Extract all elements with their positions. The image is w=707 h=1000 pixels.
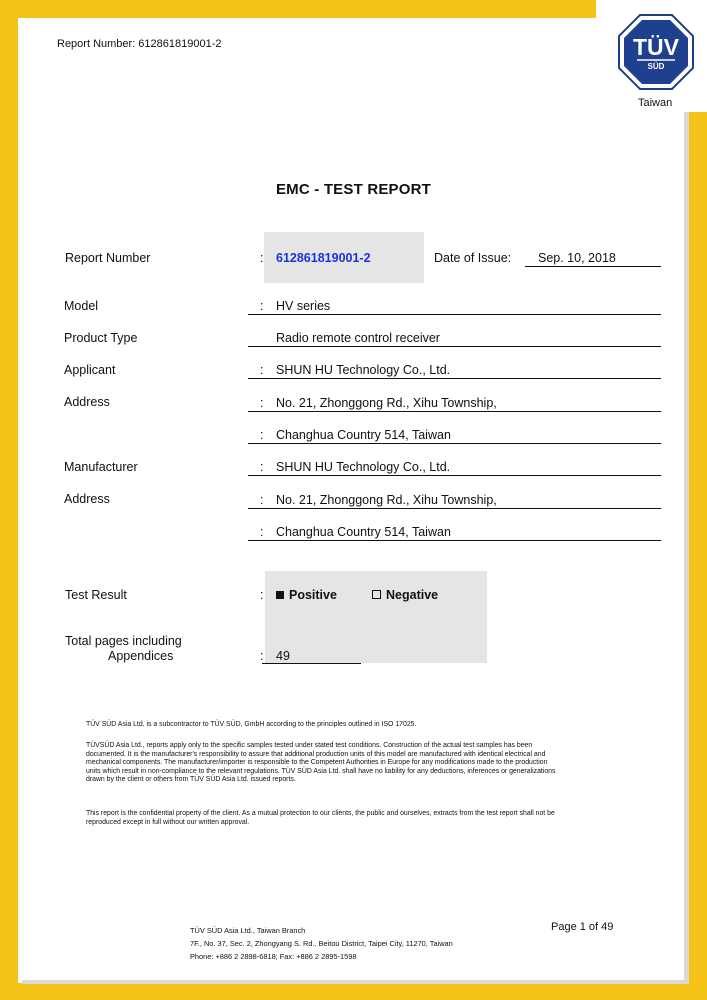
- applicant-address-label: Address: [64, 395, 110, 409]
- product-type-underline: [248, 346, 661, 347]
- unchecked-box-icon: [372, 590, 381, 599]
- applicant-address-underline-2: [248, 443, 661, 444]
- header-report-number: Report Number: 612861819001-2: [57, 38, 222, 50]
- logo-region-label: Taiwan: [638, 97, 673, 109]
- applicant-address-line2: Changhua Country 514, Taiwan: [276, 428, 451, 442]
- manufacturer-value: SHUN HU Technology Co., Ltd.: [276, 460, 451, 474]
- manufacturer-address-label: Address: [64, 492, 110, 506]
- colon: :: [260, 363, 264, 377]
- tuv-sud-logo-icon: [618, 14, 694, 92]
- product-type-value: Radio remote control receiver: [276, 331, 440, 345]
- colon: :: [260, 396, 264, 410]
- date-underline: [525, 266, 661, 267]
- date-of-issue-value: Sep. 10, 2018: [538, 251, 616, 265]
- disclaimer-confidential: This report is the confidential property of the client. As a mutual protection to our clients, the public and ourselves, extracts from the test report shall not be reproduced except in full without our written approval.: [86, 810, 555, 826]
- colon: :: [260, 588, 264, 602]
- total-pages-underline: [262, 663, 361, 664]
- manufacturer-underline: [248, 475, 661, 476]
- colon: :: [260, 299, 264, 313]
- manufacturer-address-underline-2: [248, 540, 661, 541]
- negative-checkbox[interactable]: [372, 588, 438, 602]
- product-type-label: Product Type: [64, 331, 138, 345]
- model-value: HV series: [276, 299, 331, 313]
- test-result-label: Test Result: [65, 588, 127, 602]
- report-number-label: Report Number: [65, 251, 151, 265]
- test-result-box: [265, 571, 487, 663]
- total-pages-label-line2: Appendices: [108, 649, 174, 663]
- svg-text:SÜD: SÜD: [647, 62, 665, 71]
- positive-checkbox[interactable]: [276, 588, 337, 602]
- colon: :: [260, 460, 264, 474]
- negative-label: Negative: [386, 588, 439, 602]
- applicant-label: Applicant: [64, 363, 116, 377]
- manufacturer-address-line2: Changhua Country 514, Taiwan: [276, 525, 451, 539]
- footer-address: 7F., No. 37, Sec. 2, Zhongyang S. Rd., Beitou District, Taipei City, 11270, Taiwan: [190, 939, 453, 948]
- total-pages-label-line1: Total pages including: [65, 634, 182, 648]
- svg-text:TÜV: TÜV: [633, 34, 679, 60]
- colon: :: [260, 428, 264, 442]
- applicant-address-underline-1: [248, 411, 661, 412]
- colon: :: [260, 493, 264, 507]
- footer-phone: Phone: +886 2 2898-6818; Fax: +886 2 2895-1598: [190, 952, 357, 961]
- report-number-value: 612861819001-2: [276, 251, 371, 265]
- model-label: Model: [64, 299, 99, 313]
- colon: :: [260, 525, 264, 539]
- colon: :: [260, 251, 264, 265]
- applicant-value: SHUN HU Technology Co., Ltd.: [276, 363, 451, 377]
- manufacturer-address-line1: No. 21, Zhonggong Rd., Xihu Township,: [276, 493, 497, 507]
- colon: :: [260, 649, 264, 663]
- model-underline: [248, 314, 661, 315]
- page-shadow-right: [684, 110, 689, 980]
- applicant-underline: [248, 378, 661, 379]
- page-number: Page 1 of 49: [551, 921, 614, 933]
- checked-box-icon: [276, 591, 284, 599]
- positive-label: Positive: [289, 588, 337, 602]
- report-title: EMC - TEST REPORT: [275, 181, 432, 198]
- disclaimer-scope: TÜVSÜD Asia Ltd., reports apply only to the specific samples tested under stated test conditions. Construction of the actual test samples has been documented. It is the manufacturer's responsibility to assure that additional production units of this model are manufactured with identical electrical and mechanical components. The manufacturer/importer is responsible to the Competent Authorities in Europe for any modifications made to the production units which result in non-compliance to the relevant regulations. TÜV SÜD Asia Ltd. shall have no liability for any deductions, inferences or generalizations drawn by the client or others from TÜV SÜD Asia Ltd. issued reports.: [86, 742, 556, 784]
- total-pages-value: 49: [276, 649, 290, 663]
- page-shadow-bottom: [22, 980, 689, 984]
- manufacturer-label: Manufacturer: [64, 460, 138, 474]
- applicant-address-line1: No. 21, Zhonggong Rd., Xihu Township,: [276, 396, 497, 410]
- manufacturer-address-underline-1: [248, 508, 661, 509]
- disclaimer-subcontractor: TÜV SÜD Asia Ltd. is a subcontractor to TÜV SÜD, GmbH according to the principles outlined in ISO 17025.: [86, 721, 417, 728]
- footer-company: TÜV SÜD Asia Ltd., Taiwan Branch: [190, 926, 306, 935]
- date-of-issue-label: Date of Issue:: [434, 251, 512, 265]
